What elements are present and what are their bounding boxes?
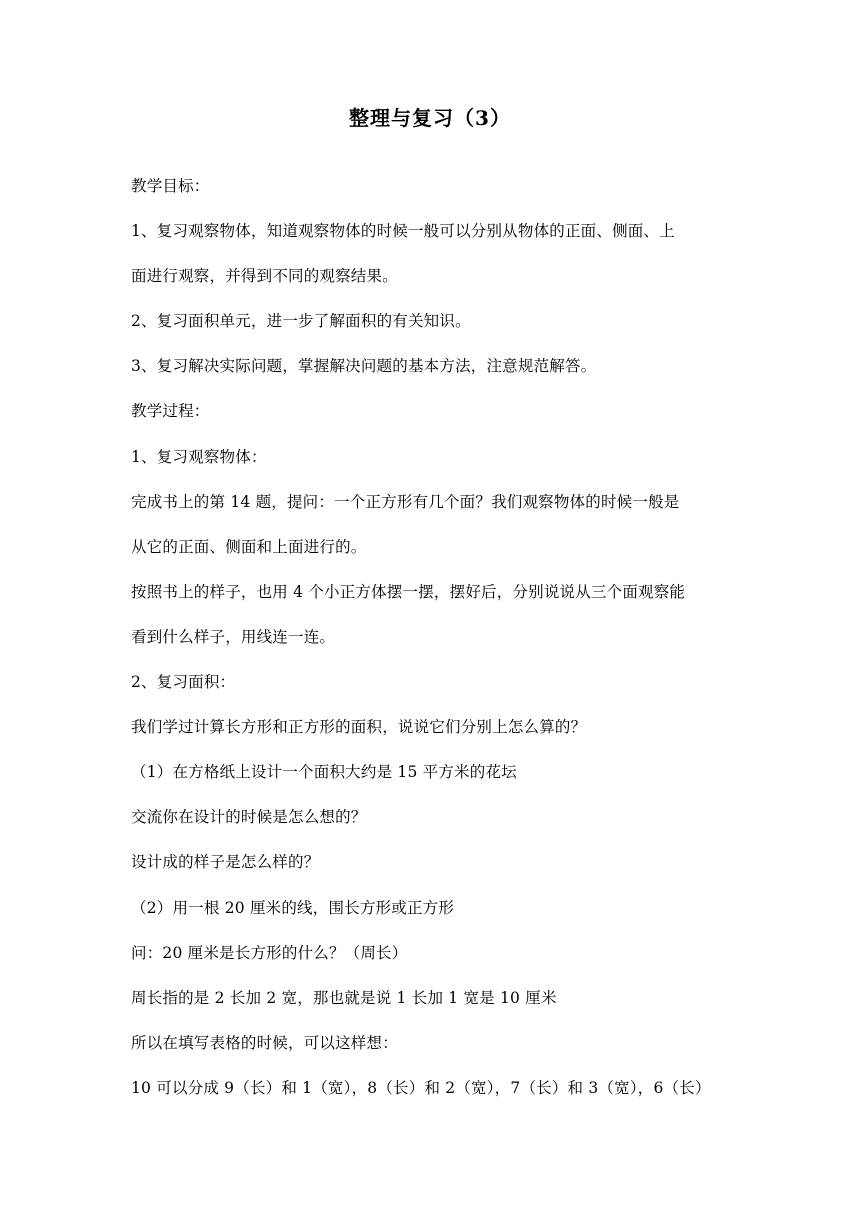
- paragraph-line: 按照书上的样子，也用 4 个小正方体摆一摆，摆好后，分别说说从三个面观察能: [131, 582, 686, 601]
- document-body: [131, 176, 741, 1123]
- paragraph-line: （2）用一根 20 厘米的线，围长方形或正方形: [131, 898, 455, 917]
- paragraph-line: 看到什么样子，用线连一连。: [131, 627, 336, 646]
- paragraph-line: 面进行观察，并得到不同的观察结果。: [131, 267, 398, 286]
- paragraph-line: 从它的正面、侧面和上面进行的。: [131, 537, 367, 556]
- document-title: 整理与复习（3）: [349, 106, 511, 130]
- section-heading-process: 教学过程：: [131, 402, 210, 421]
- paragraph-line: 2、复习面积：: [131, 673, 236, 692]
- paragraph-line: 设计成的样子是怎么样的？: [131, 853, 320, 872]
- paragraph-line: 10 可以分成 9（长）和 1（宽），8（长）和 2（宽），7（长）和 3（宽），6（长）: [131, 1078, 711, 1097]
- paragraph-line: 1、复习观察物体，知道观察物体的时候一般可以分别从物体的正面、侧面、上: [131, 222, 675, 241]
- paragraph-line: 周长指的是 2 长加 2 宽，那也就是说 1 长加 1 宽是 10 厘米: [131, 988, 557, 1007]
- paragraph-line: （1）在方格纸上设计一个面积大约是 15 平方米的花坛: [131, 763, 517, 782]
- paragraph-line: 交流你在设计的时候是怎么想的？: [131, 808, 367, 827]
- paragraph-line: 我们学过计算长方形和正方形的面积，说说它们分别上怎么算的？: [131, 718, 587, 737]
- paragraph-line: 问：20 厘米是长方形的什么？（周长）: [131, 943, 408, 962]
- paragraph-line: 所以在填写表格的时候，可以这样想：: [131, 1033, 398, 1052]
- paragraph-line: 3、复习解决实际问题，掌握解决问题的基本方法，注意规范解答。: [131, 357, 597, 376]
- paragraph-line: 2、复习面积单元，进一步了解面积的有关知识。: [131, 312, 471, 331]
- paragraph-line: 1、复习观察物体：: [131, 447, 267, 466]
- section-heading-objectives: 教学目标：: [131, 177, 210, 195]
- paragraph-line: 完成书上的第 14 题，提问：一个正方形有几个面？我们观察物体的时候一般是: [131, 492, 680, 511]
